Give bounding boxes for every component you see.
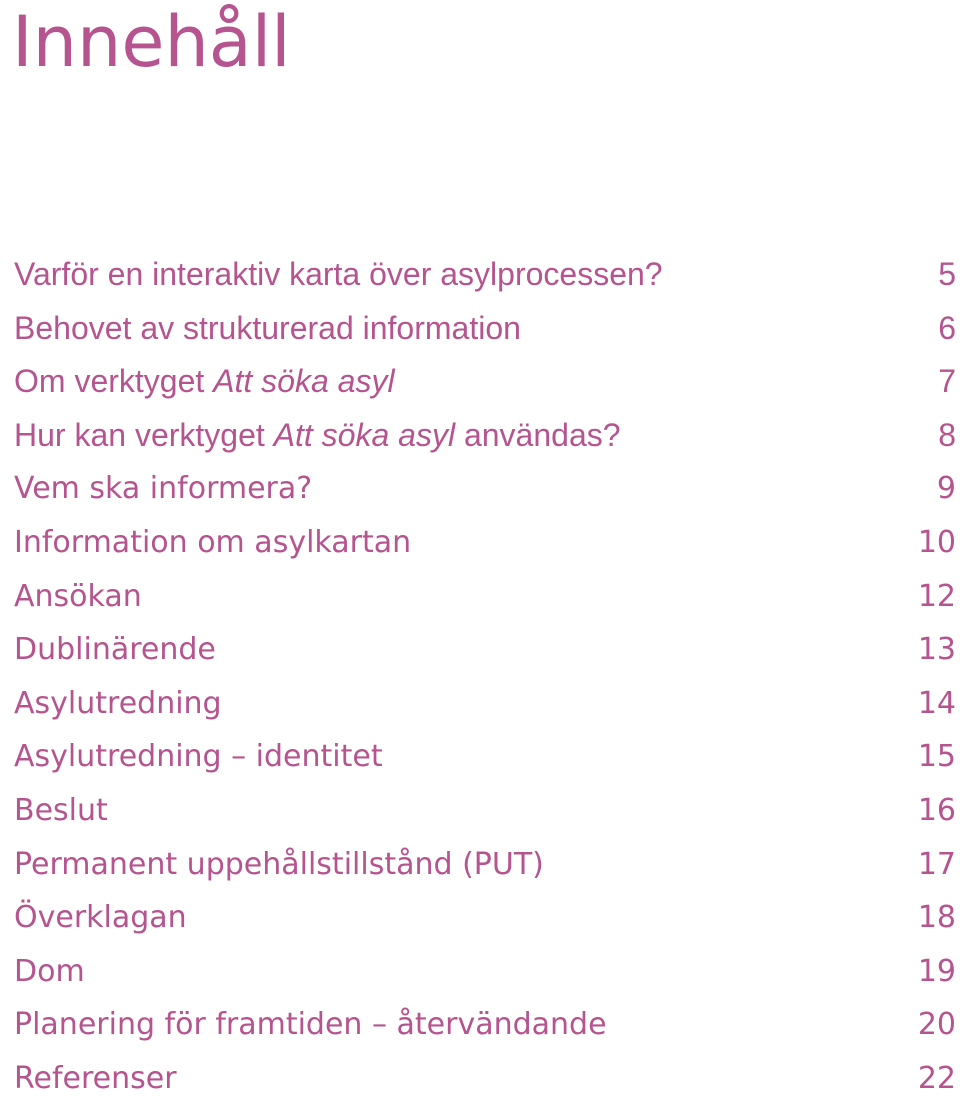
- toc-entry-page: 19: [917, 953, 956, 989]
- toc-entry[interactable]: [0, 784, 960, 838]
- toc-entry-page: 22: [917, 1060, 956, 1096]
- toc-entry[interactable]: [0, 1052, 960, 1106]
- toc-entry-label: Information om asylkartan: [14, 524, 412, 560]
- toc-entry-label: Asylutredning – identitet: [14, 739, 383, 775]
- page-title: Innehåll: [12, 1, 291, 83]
- toc-entry-page: 16: [917, 792, 956, 828]
- toc-entry[interactable]: [0, 891, 960, 945]
- toc-entry-label: Referenser: [14, 1060, 177, 1096]
- toc-entry-label: Överklagan: [14, 900, 187, 936]
- toc-entry-label: Asylutredning: [14, 685, 222, 721]
- toc-entry-label: Vem ska informera?: [14, 471, 313, 507]
- toc-entry[interactable]: [0, 677, 960, 731]
- toc-entry[interactable]: [0, 302, 960, 356]
- toc-entry-page: 5: [938, 256, 956, 292]
- toc-entry-label: Planering för framtiden – återvändande: [14, 1007, 607, 1043]
- toc-entry-label: Dublinärende: [14, 632, 216, 668]
- toc-entry[interactable]: [0, 462, 960, 516]
- toc-entry[interactable]: [0, 623, 960, 677]
- toc-entry-label: Ansökan: [14, 578, 142, 614]
- toc-entry-page: 13: [917, 632, 956, 668]
- toc-entry-page: 10: [917, 524, 956, 560]
- toc-entry[interactable]: [0, 838, 960, 892]
- toc-entry-page: 18: [917, 900, 956, 936]
- toc-entry-label: Beslut: [14, 792, 108, 828]
- toc-entry-label: Hur kan verktyget Att söka asyl användas?: [14, 416, 621, 453]
- toc-entry-page: 8: [938, 416, 956, 453]
- toc-entry-label: Dom: [14, 953, 85, 989]
- table-of-contents: [0, 248, 960, 1106]
- toc-entry-page: 20: [917, 1007, 956, 1043]
- toc-entry[interactable]: [0, 998, 960, 1052]
- toc-entry-page: 7: [938, 363, 956, 400]
- toc-entry-label: Permanent uppehållstillstånd (PUT): [14, 846, 544, 882]
- toc-entry[interactable]: [0, 516, 960, 570]
- toc-entry[interactable]: [0, 570, 960, 624]
- toc-entry[interactable]: [0, 248, 960, 302]
- toc-entry-page: 15: [917, 739, 956, 775]
- toc-entry[interactable]: [0, 355, 960, 409]
- toc-entry-page: 14: [917, 685, 956, 721]
- toc-entry[interactable]: [0, 409, 960, 463]
- toc-entry-italic: Att söka asyl: [213, 363, 395, 400]
- toc-entry-italic: Att söka asyl: [273, 416, 456, 453]
- toc-entry-label: Varför en interaktiv karta över asylprocessen?: [14, 256, 663, 292]
- toc-entry-page: 9: [936, 471, 956, 507]
- toc-entry-page: 12: [917, 578, 956, 614]
- toc-entry-label: Om verktyget Att söka asyl: [14, 363, 395, 400]
- toc-entry-page: 17: [917, 846, 956, 882]
- toc-entry[interactable]: [0, 730, 960, 784]
- toc-entry-page: 6: [938, 309, 956, 346]
- toc-entry[interactable]: [0, 945, 960, 999]
- toc-entry-label: Behovet av strukturerad information: [14, 309, 521, 346]
